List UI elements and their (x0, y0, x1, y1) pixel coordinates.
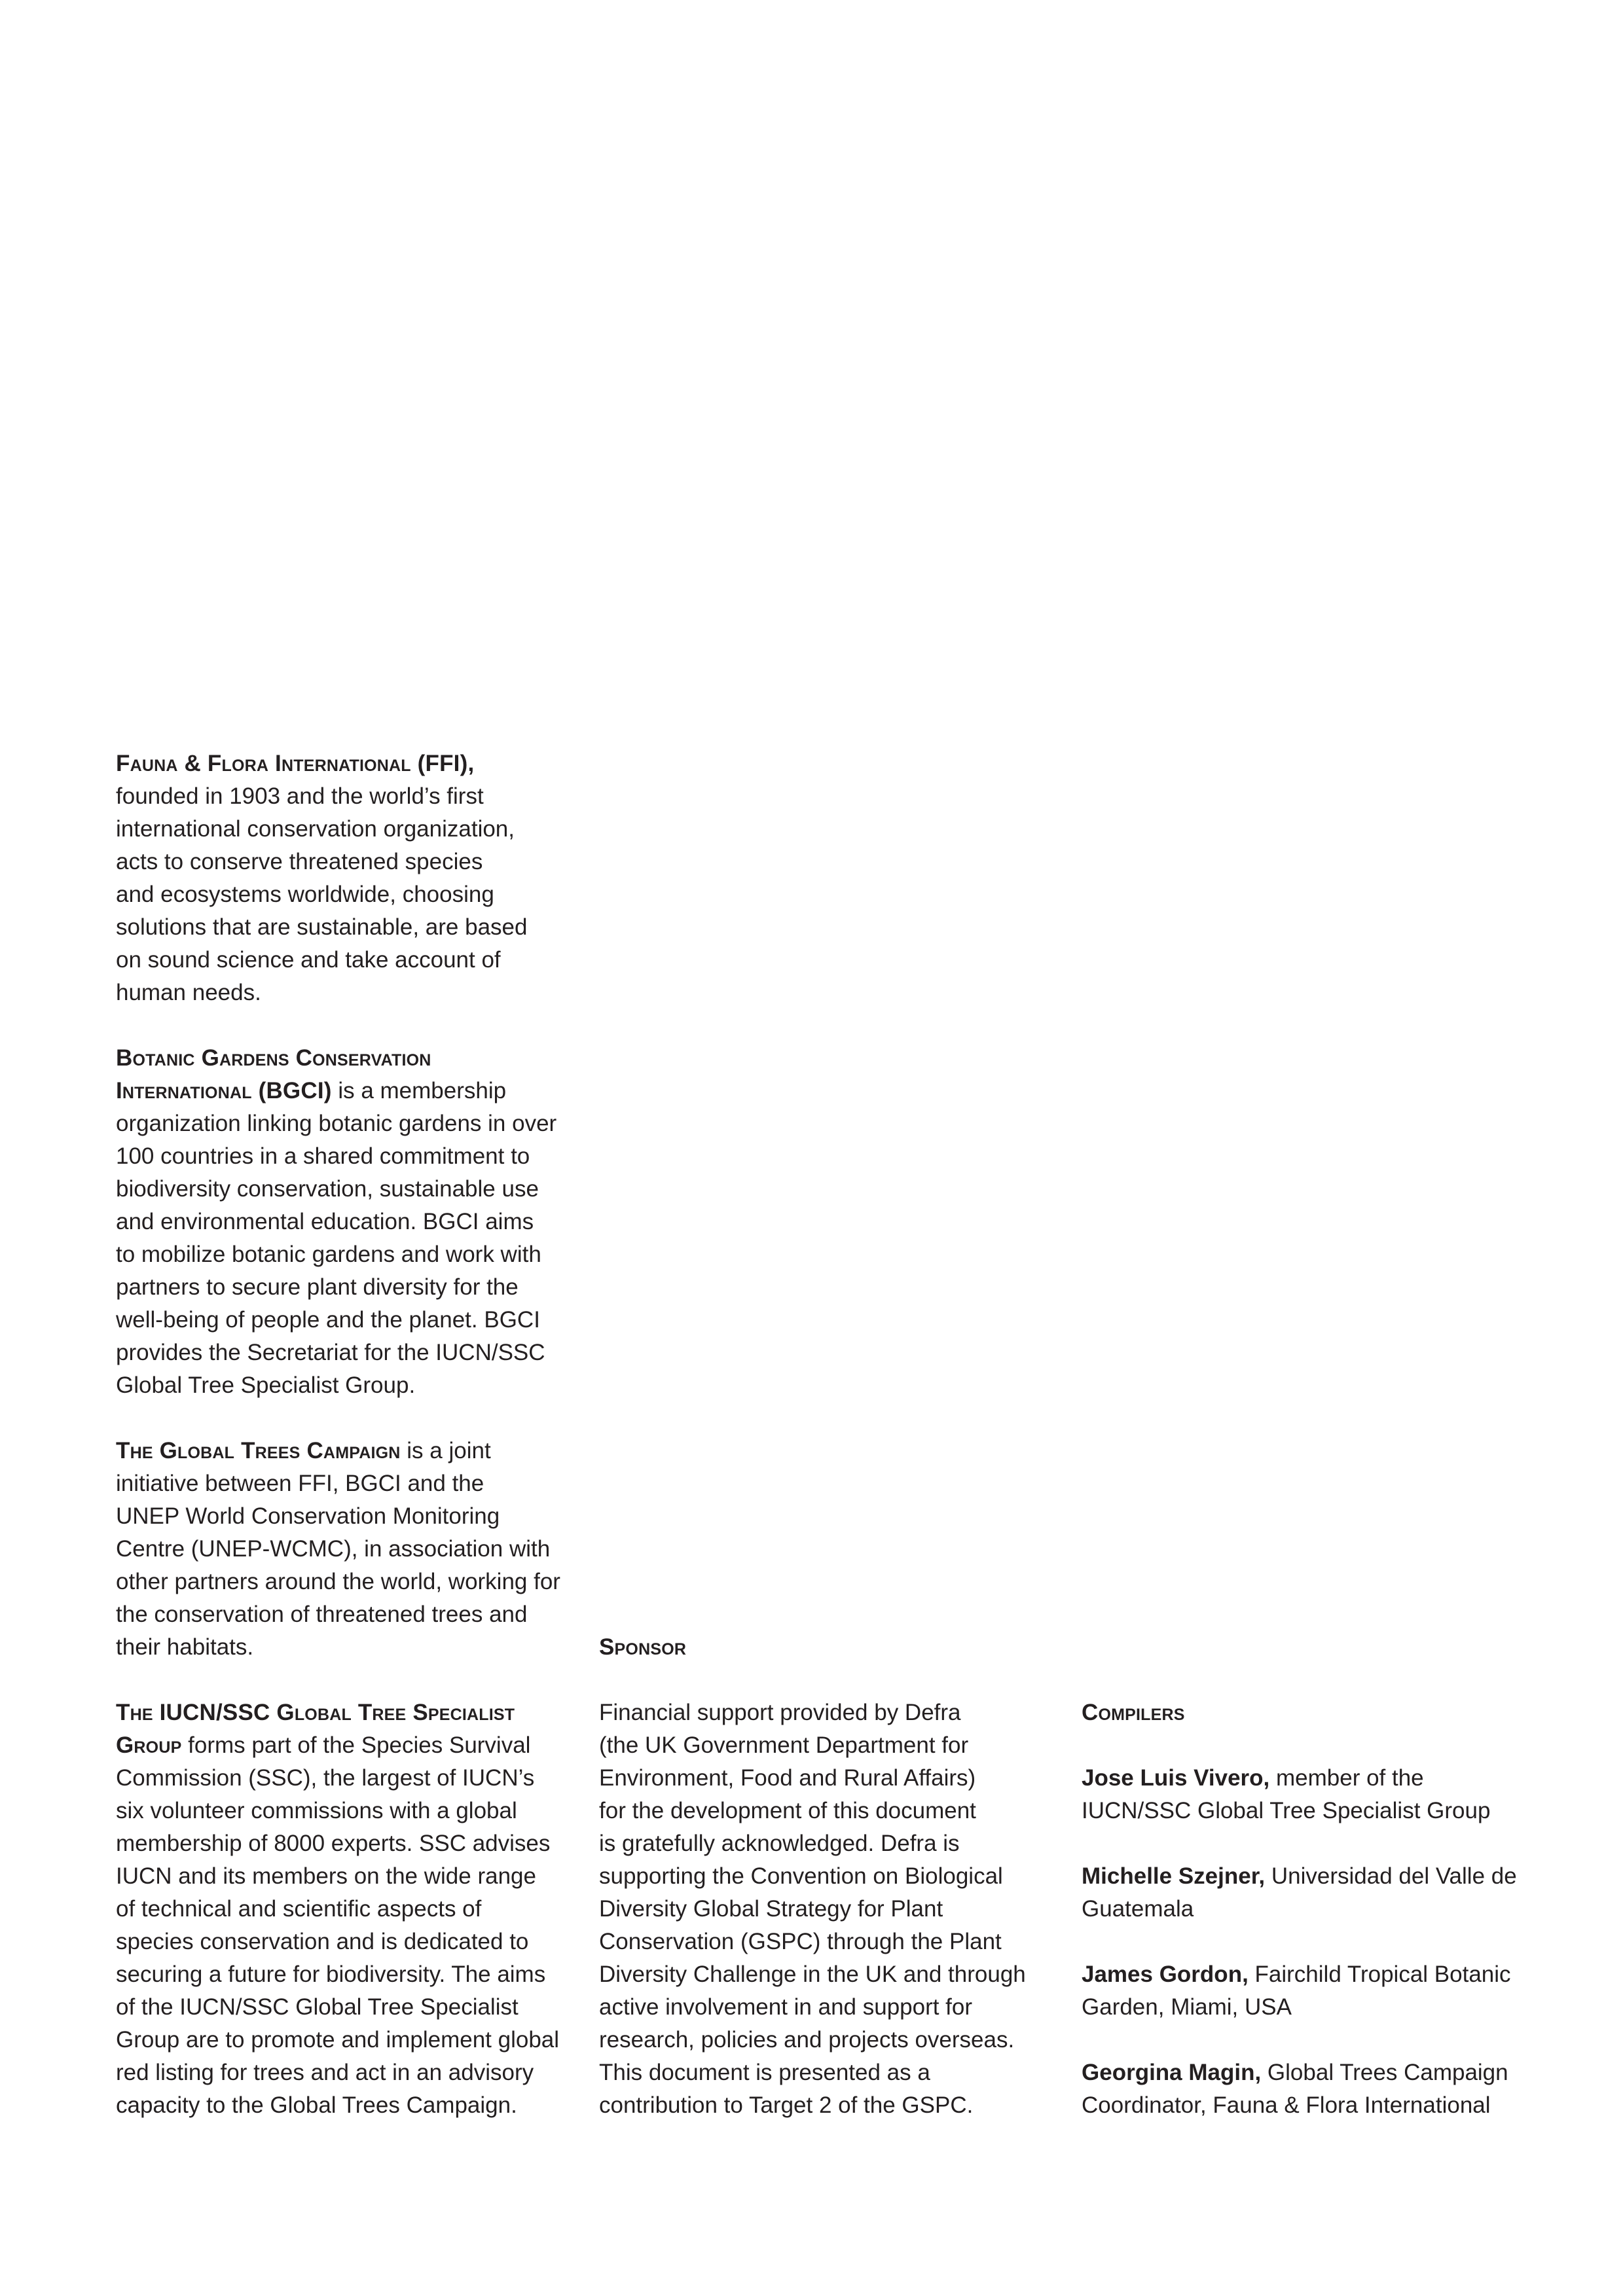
ffi-section (116, 747, 561, 1009)
ffi-line: human needs. (116, 980, 261, 1005)
bgci-line: organization linking botanic gardens in over (116, 1111, 557, 1136)
sponsor-line: Diversity Global Strategy for Plant (599, 1896, 943, 1922)
ffi-line: on sound science and take account of (116, 947, 501, 973)
gtsg-heading-line: Group forms part of the Species Survival (116, 1732, 531, 1758)
compiler-name: Michelle Szejner, (1082, 1863, 1266, 1889)
bgci-section (116, 1042, 561, 1402)
gtc-line: UNEP World Conservation Monitoring (116, 1503, 500, 1529)
sponsor-heading: Sponsor (599, 1634, 687, 1660)
gtc-section (116, 1435, 561, 1664)
compiler-name: James Gordon, (1082, 1962, 1249, 1987)
gtsg-line: securing a future for biodiversity. The aims (116, 1962, 546, 1987)
ffi-line: solutions that are sustainable, are based (116, 914, 528, 940)
compilers-column (1082, 1696, 1540, 2122)
gtsg-line: species conservation and is dedicated to (116, 1929, 529, 1954)
bgci-line: well-being of people and the planet. BGCI (116, 1307, 540, 1333)
ffi-line: and ecosystems worldwide, choosing (116, 882, 494, 907)
bgci-heading-line: International (BGCI) is a membership (116, 1078, 507, 1103)
gtc-line: other partners around the world, working for (116, 1569, 560, 1594)
sponsor-line: Diversity Challenge in the UK and through (599, 1962, 1026, 1987)
gtc-line: initiative between FFI, BGCI and the (116, 1471, 484, 1496)
compiler-entry (1082, 1762, 1540, 1827)
sponsor-line: Conservation (GSPC) through the Plant (599, 1929, 1002, 1954)
compilers-heading: Compilers (1082, 1700, 1185, 1725)
bgci-line: to mobilize botanic gardens and work with (116, 1242, 541, 1267)
gtsg-line: capacity to the Global Trees Campaign. (116, 2092, 517, 2118)
ffi-line: founded in 1903 and the world’s first (116, 783, 484, 809)
bgci-line: and environmental education. BGCI aims (116, 1209, 534, 1234)
bgci-line: 100 countries in a shared commitment to (116, 1143, 530, 1169)
sponsor-line: (the UK Government Department for (599, 1732, 969, 1758)
gtsg-line: six volunteer commissions with a global (116, 1798, 517, 1823)
sponsor-line: is gratefully acknowledged. Defra is (599, 1831, 960, 1856)
gtc-line: their habitats. (116, 1634, 254, 1660)
gtsg-line: membership of 8000 experts. SSC advises (116, 1831, 551, 1856)
compiler-affiliation: Guatemala (1082, 1896, 1194, 1922)
organizations-column (116, 747, 561, 2122)
ffi-line: acts to conserve threatened species (116, 849, 483, 874)
sponsor-line: This document is presented as a (599, 2060, 930, 2085)
sponsor-line: active involvement in and support for (599, 1994, 973, 2020)
gtsg-line: IUCN and its members on the wide range (116, 1863, 536, 1889)
compiler-entry (1082, 1958, 1540, 2024)
gtsg-line: of technical and scientific aspects of (116, 1896, 482, 1922)
compiler-entry (1082, 1860, 1540, 1926)
gtsg-line: Commission (SSC), the largest of IUCN’s (116, 1765, 535, 1791)
gtsg-line: Group are to promote and implement global (116, 2027, 560, 2053)
compiler-name: Georgina Magin, (1082, 2060, 1262, 2085)
bgci-heading: Botanic Gardens Conservation (116, 1045, 431, 1071)
bgci-line: provides the Secretariat for the IUCN/SSC (116, 1340, 545, 1365)
gtsg-heading: The IUCN/SSC Global Tree Specialist (116, 1700, 515, 1725)
ffi-line: international conservation organization, (116, 816, 515, 842)
sponsor-line: research, policies and projects overseas. (599, 2027, 1015, 2053)
ffi-heading: Fauna & Flora International (FFI), (116, 751, 475, 776)
compiler-affiliation: Garden, Miami, USA (1082, 1994, 1292, 2020)
sponsor-line: contribution to Target 2 of the GSPC. (599, 2092, 974, 2118)
compiler-line: Jose Luis Vivero, member of the (1082, 1765, 1424, 1791)
gtsg-line: of the IUCN/SSC Global Tree Specialist (116, 1994, 519, 2020)
gtsg-section (116, 1696, 561, 2122)
gtsg-line: red listing for trees and act in an advisory (116, 2060, 534, 2085)
sponsor-line: for the development of this document (599, 1798, 976, 1823)
bgci-line: partners to secure plant diversity for the (116, 1274, 519, 1300)
compiler-name: Jose Luis Vivero, (1082, 1765, 1270, 1791)
sponsor-line: Environment, Food and Rural Affairs) (599, 1765, 976, 1791)
compiler-entry (1082, 2056, 1540, 2122)
sponsor-column (599, 1631, 1044, 2122)
compiler-affiliation: IUCN/SSC Global Tree Specialist Group (1082, 1798, 1491, 1823)
compiler-affiliation: Coordinator, Fauna & Flora International (1082, 2092, 1491, 2118)
gtc-line: Centre (UNEP-WCMC), in association with (116, 1536, 551, 1562)
bgci-line: biodiversity conservation, sustainable use (116, 1176, 539, 1202)
sponsor-line: supporting the Convention on Biological (599, 1863, 1003, 1889)
sponsor-line: Financial support provided by Defra (599, 1700, 961, 1725)
gtc-line: the conservation of threatened trees and (116, 1602, 528, 1627)
gtc-heading: The Global Trees Campaign is a joint (116, 1438, 491, 1463)
compiler-line: Georgina Magin, Global Trees Campaign (1082, 2060, 1508, 2085)
bgci-line: Global Tree Specialist Group. (116, 1372, 416, 1398)
compiler-line: Michelle Szejner, Universidad del Valle de (1082, 1863, 1517, 1889)
compiler-line: James Gordon, Fairchild Tropical Botanic (1082, 1962, 1511, 1987)
